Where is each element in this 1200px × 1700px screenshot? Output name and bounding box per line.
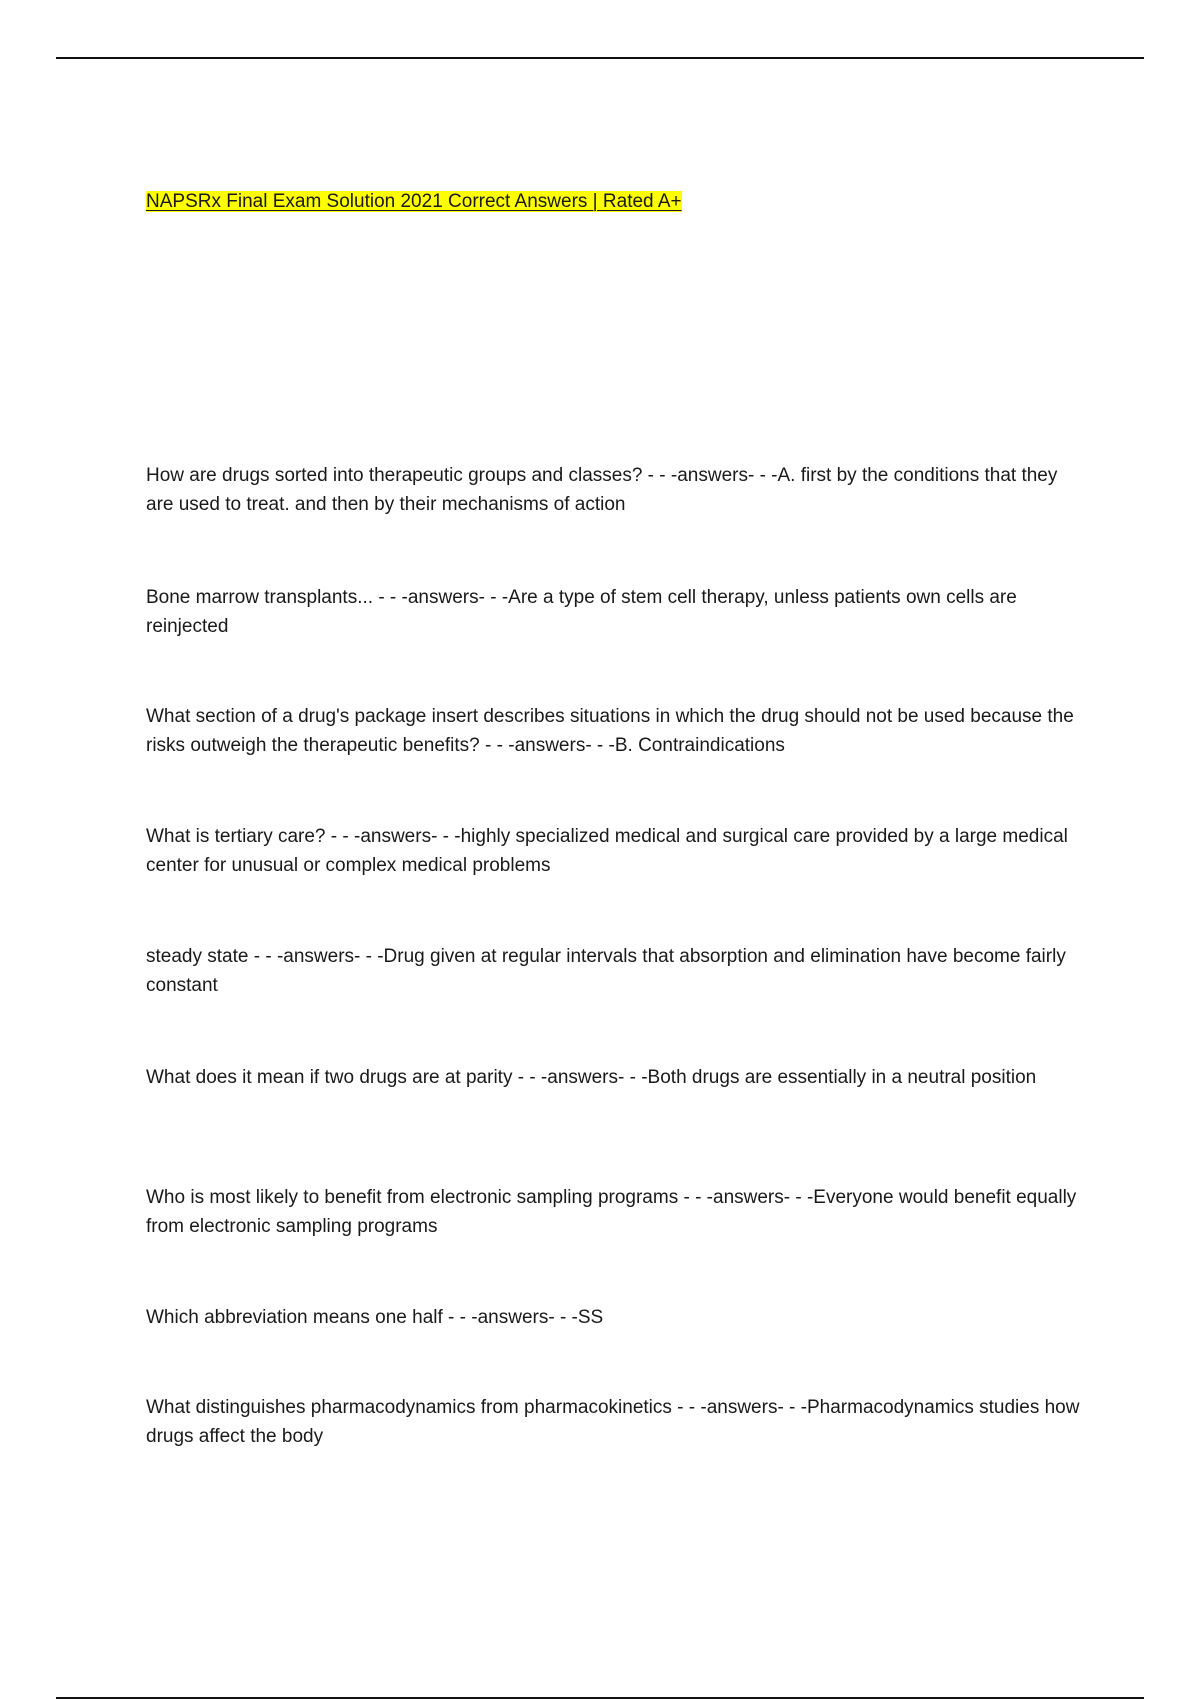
- qa-item-3: What section of a drug's package insert describes situations in which the drug should not be used because the risks outweigh the therapeutic benefits? - - -answers- - -B. Contraindications: [146, 706, 1080, 756]
- document-title-text: NAPSRx Final Exam Solution 2021 Correct Answers | Rated A+: [146, 191, 682, 212]
- qa-item-7: Who is most likely to benefit from electronic sampling programs - - -answers- - -Everyone would benefit equally from electronic sampling programs: [146, 1187, 1082, 1237]
- qa-item-9: What distinguishes pharmacodynamics from pharmacokinetics - - -answers- - -Pharmacodynamics studies how drugs affect the body: [146, 1397, 1085, 1447]
- qa-item-6: What does it mean if two drugs are at parity - - -answers- - -Both drugs are essentially in a neutral position: [146, 1067, 1037, 1088]
- document-title: [146, 190, 682, 214]
- qa-item-8: Which abbreviation means one half - - -answers- - -SS: [146, 1307, 604, 1328]
- qa-item-1: How are drugs sorted into therapeutic groups and classes? - - -answers- - -A. first by the conditions that they are used to treat. and then by their mechanisms of action: [146, 465, 1063, 515]
- bottom-rule: [56, 1697, 1144, 1699]
- top-rule: [56, 57, 1144, 59]
- qa-item-5: steady state - - -answers- - -Drug given at regular intervals that absorption and elimination have become fairly constant: [146, 946, 1072, 996]
- qa-item-4: What is tertiary care? - - -answers- - -highly specialized medical and surgical care provided by a large medical center for unusual or complex medical problems: [146, 826, 1074, 876]
- qa-item-2: Bone marrow transplants... - - -answers- - -Are a type of stem cell therapy, unless patients own cells are reinjected: [146, 587, 1023, 637]
